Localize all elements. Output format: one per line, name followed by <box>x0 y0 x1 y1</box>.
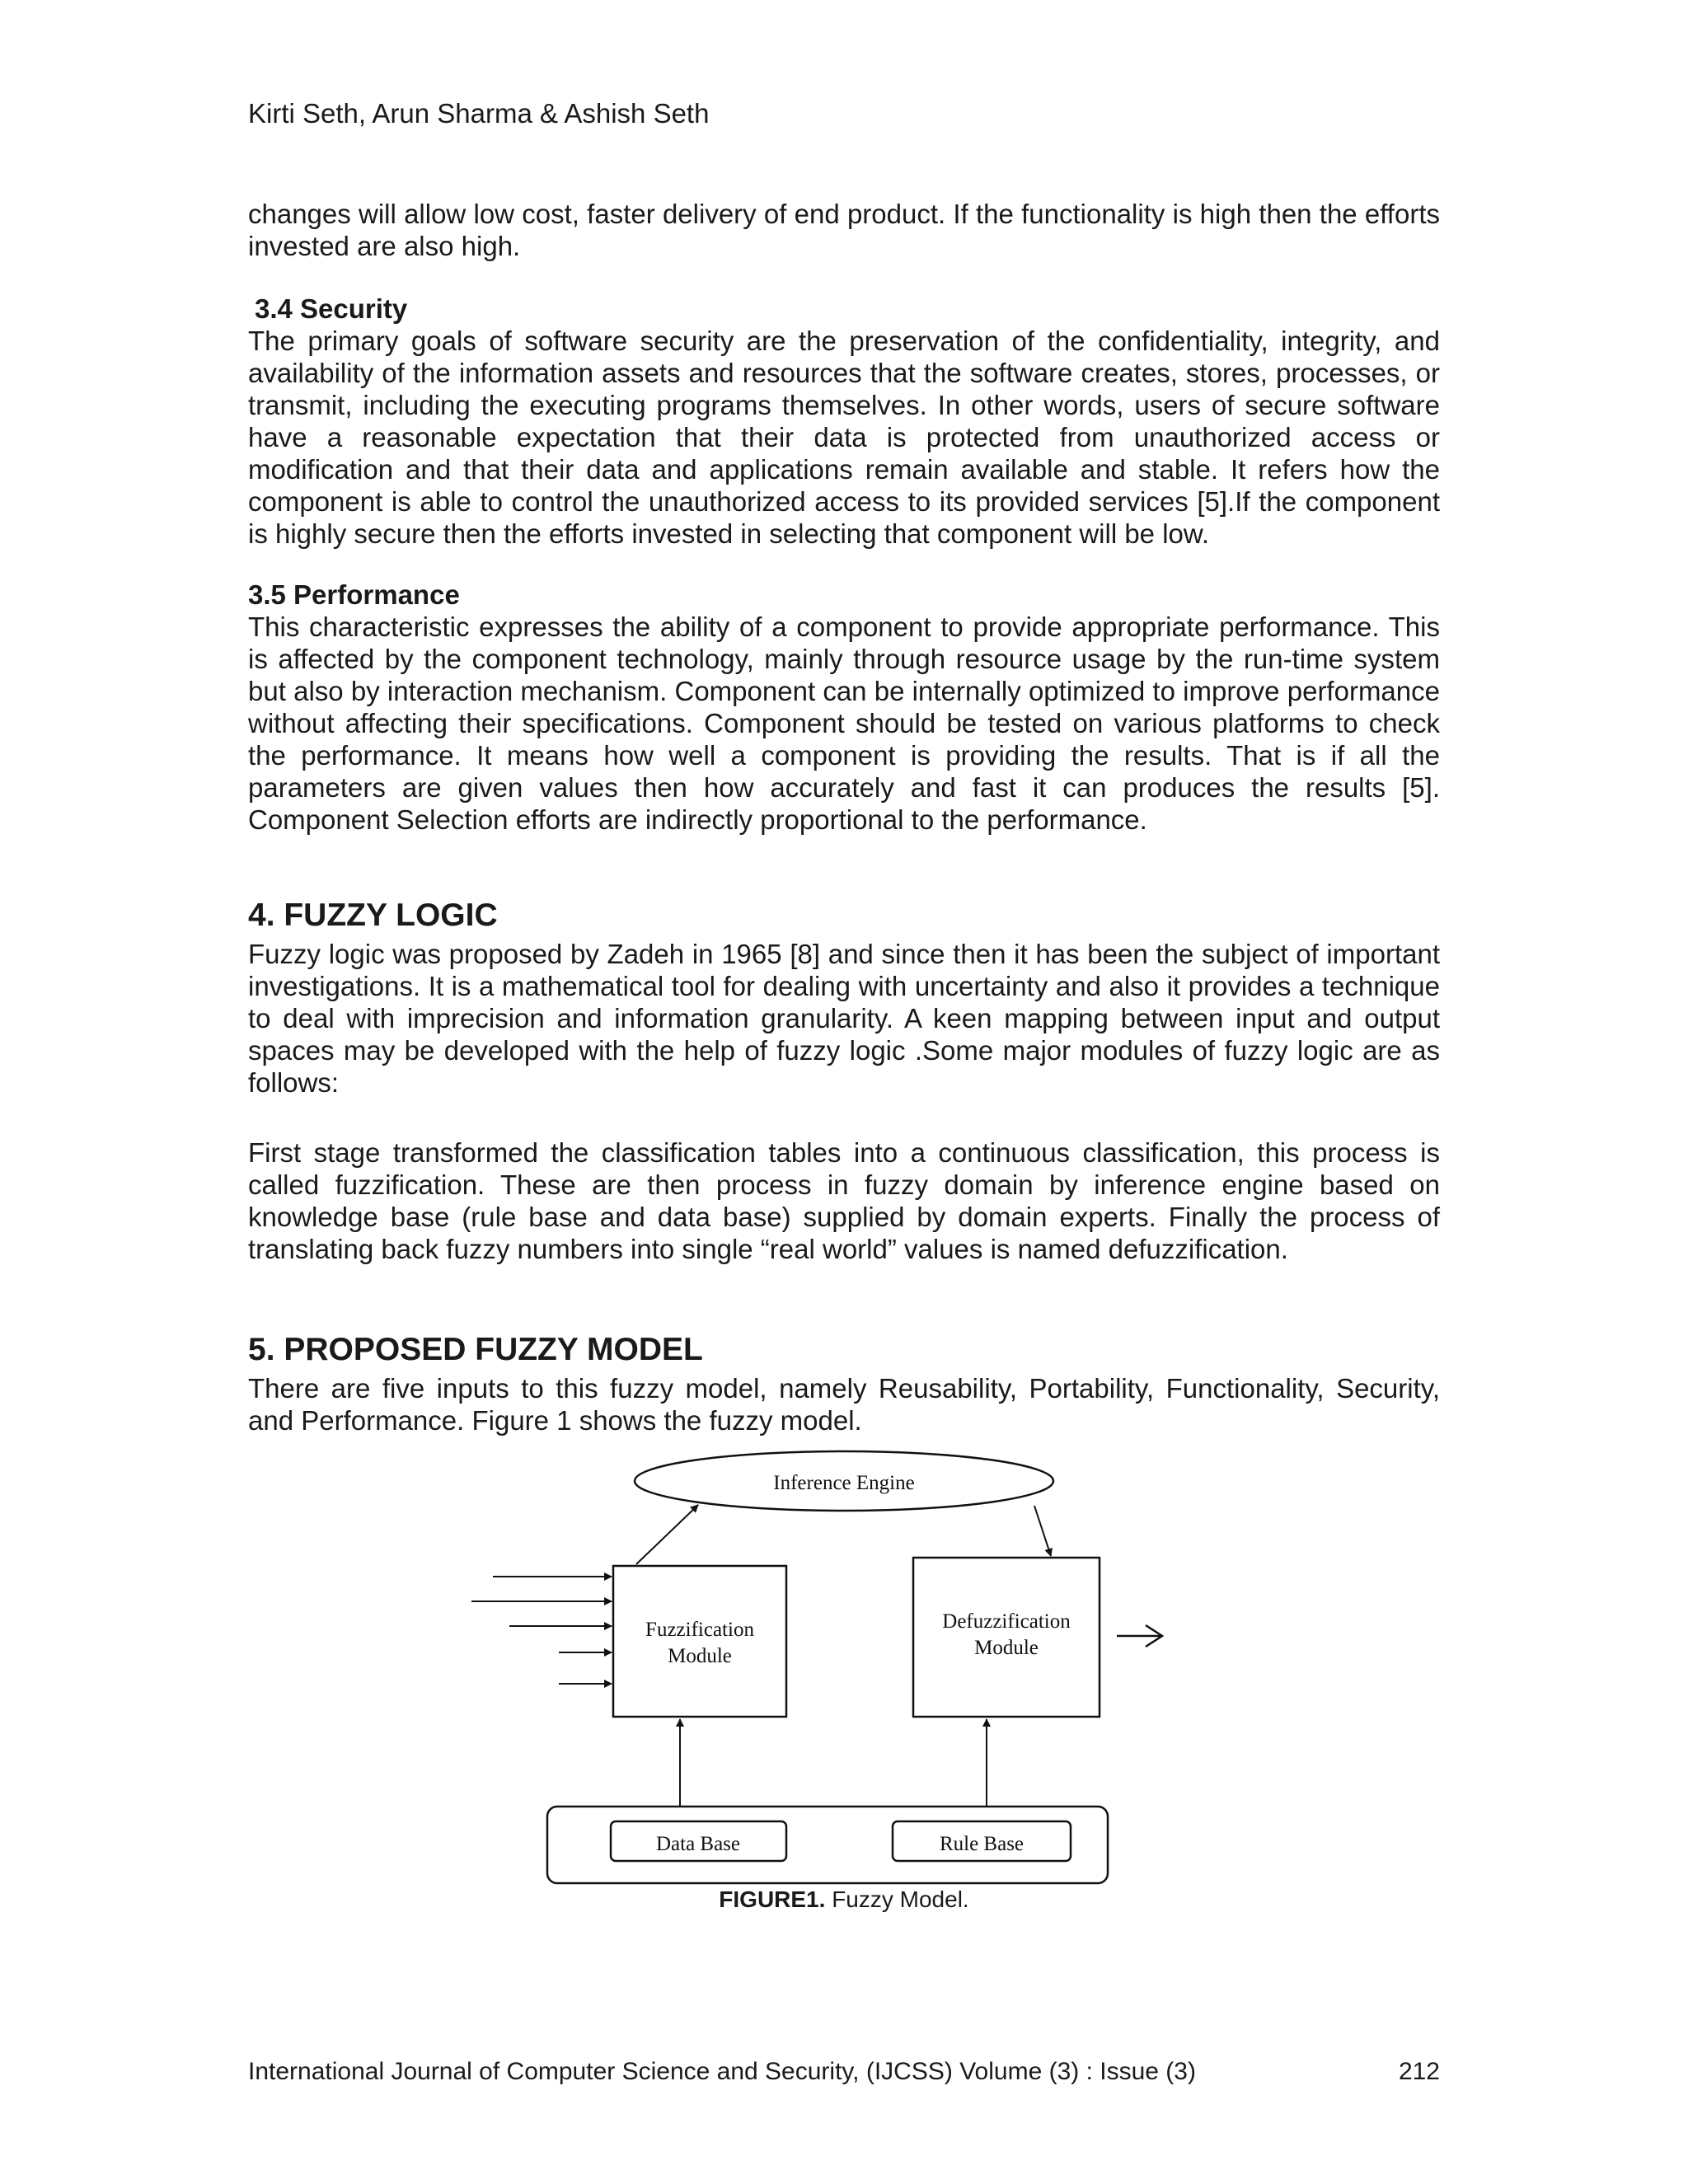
rule-base-label: Rule Base <box>939 1833 1025 1855</box>
proposed-model-section <box>248 1331 1440 1436</box>
fuzzification-module-box <box>613 1566 786 1717</box>
defuzzification-label-line1: Defuzzification <box>942 1610 1071 1633</box>
proposed-model-heading: 5. PROPOSED FUZZY MODEL <box>248 1332 703 1367</box>
fuzzy-logic-heading: 4. FUZZY LOGIC <box>248 898 498 933</box>
fuzzy-model-diagram <box>462 1446 1203 1908</box>
proposed-model-paragraph: There are five inputs to this fuzzy model, namely Reusability, Portability, Functionality, Security, and Performance. Figure 1 shows the fuzzy model. <box>248 1373 1440 1436</box>
footer-journal: International Journal of Computer Science and Security, (IJCSS) Volume (3) : Issue (3) <box>248 2058 1196 2085</box>
inference-engine-label: Inference Engine <box>773 1472 915 1494</box>
intro-paragraph: changes will allow low cost, faster delivery of end product. If the functionality is high then the efforts invested are also high. <box>248 199 1440 261</box>
running-header-authors: Kirti Seth, Arun Sharma & Ashish Seth <box>248 98 710 129</box>
performance-paragraph: This characteristic expresses the ability of a component to provide appropriate performance. This is affected by the component technology, mainly through resource usage by the run-time system but also by interaction mechanism. Component can be internally optimized to improve performance without affecting their specifications. Component should be tested on various platforms to check the performance. It means how well a component is providing the results. That is if all the parameters are given values then how accurately and fast it can produces the results [5]. Component Selection efforts are indirectly proportional to the performance. <box>248 612 1440 835</box>
inference-to-defuzzification-arrow <box>1034 1506 1051 1556</box>
page-number: 212 <box>1398 2058 1440 2085</box>
intro-section <box>248 198 1440 262</box>
fuzzy-logic-section <box>248 897 1440 1265</box>
security-paragraph: The primary goals of software security are the preservation of the confidentiality, integrity, and availability of the information assets and resources that the software creates, stores, processes, or transmit, including the executing programs themselves. In other words, users of secure software have a reasonable expectation that their data is protected from unauthorized access or modification and that their data and applications remain available and stable. It refers how the component is able to control the unauthorized access to its provided services [5].If the component is highly secure then the efforts invested in selecting that component will be low. <box>248 326 1440 549</box>
fuzzy-logic-paragraph-1: Fuzzy logic was proposed by Zadeh in 1965 [8] and since then it has been the subject of important investigations. It is a mathematical tool for dealing with uncertainty and also it provides a technique to deal with imprecision and information granularity. A keen mapping between input and output spaces may be developed with the help of fuzzy logic .Some major modules of fuzzy logic are as follows: <box>248 939 1440 1098</box>
fuzzification-label-line1: Fuzzification <box>645 1619 754 1641</box>
page-footer <box>248 2057 1440 2087</box>
figure-caption-label: FIGURE1. <box>719 1886 826 1912</box>
performance-section <box>248 579 1440 836</box>
defuzzification-label-line2: Module <box>974 1637 1039 1659</box>
performance-heading: 3.5 Performance <box>248 579 460 610</box>
fuzzy-logic-paragraph-2: First stage transformed the classification tables into a continuous classification, this process is called fuzzification. These are then process in fuzzy domain by inference engine based on knowledge base (rule base and data base) supplied by domain experts. Finally the process of translating back fuzzy numbers into single “real world” values is named defuzzification. <box>248 1137 1440 1264</box>
security-heading: 3.4 Security <box>255 293 408 324</box>
fuzzification-label-line2: Module <box>668 1645 732 1667</box>
figure-caption <box>248 1886 1440 1914</box>
data-base-label: Data Base <box>655 1833 741 1855</box>
security-section <box>248 293 1440 550</box>
figure-caption-text: Fuzzy Model. <box>825 1886 969 1912</box>
fuzzification-to-inference-arrow <box>636 1505 698 1564</box>
